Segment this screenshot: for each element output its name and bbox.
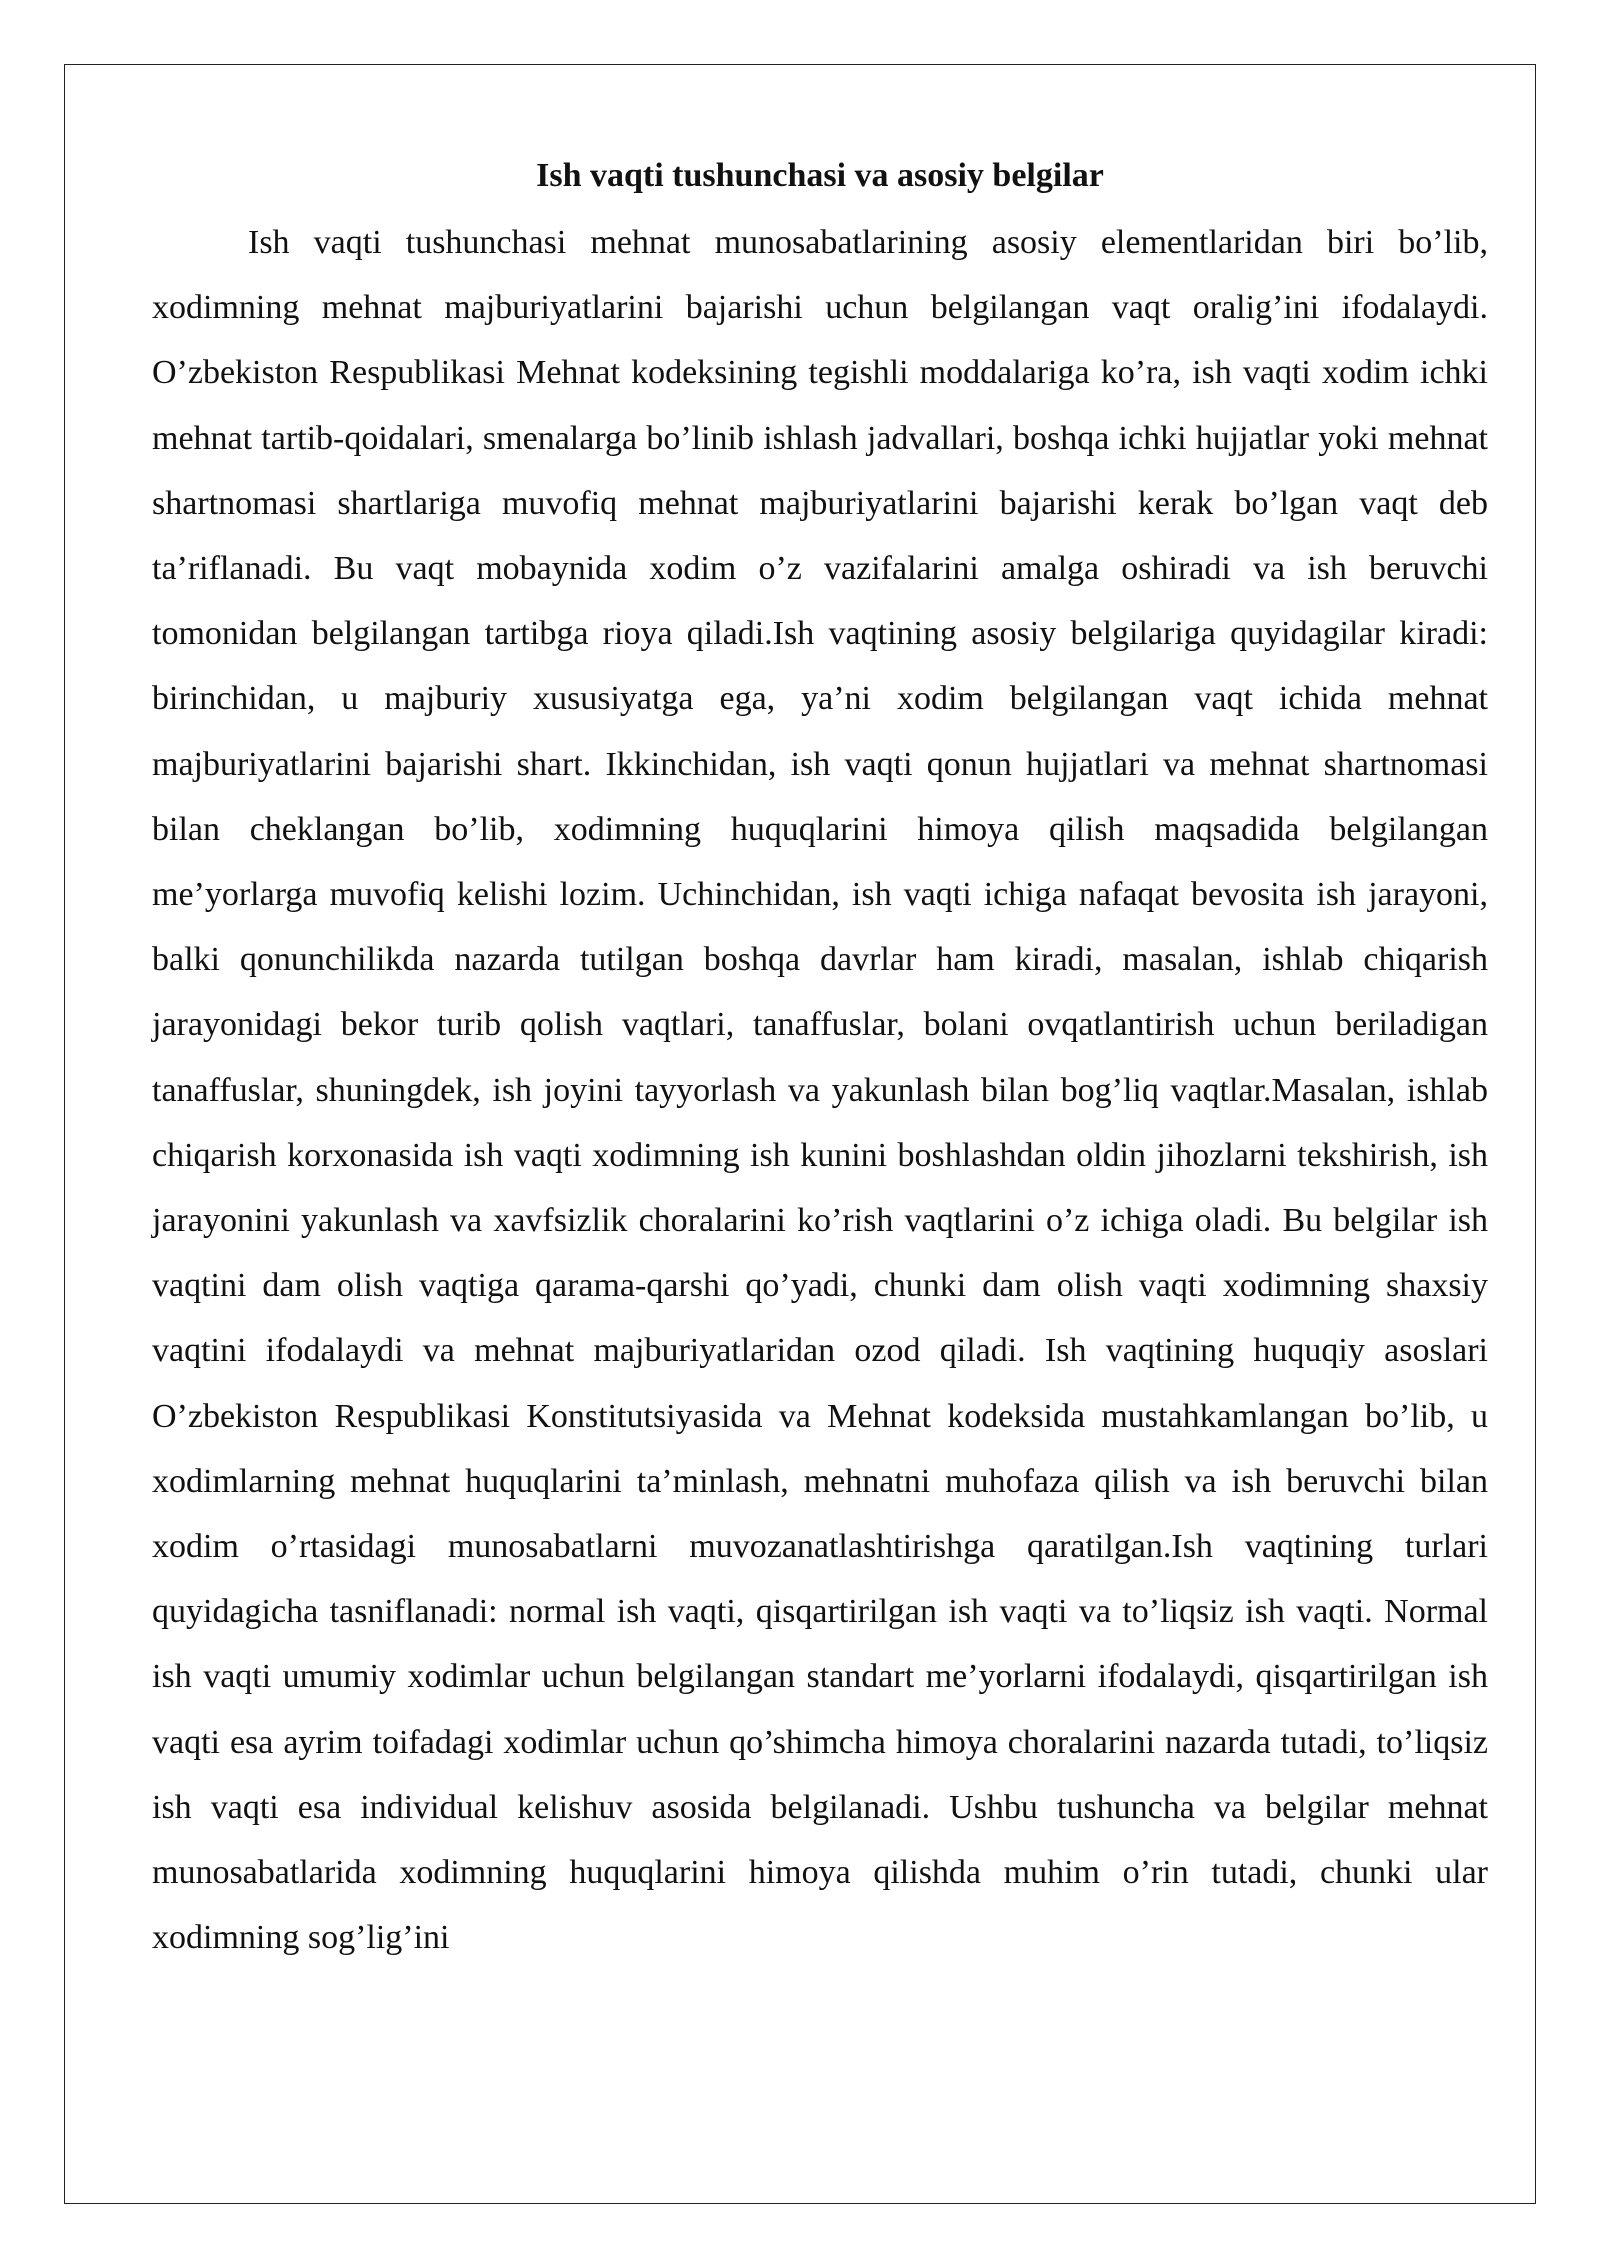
document-body-paragraph: Ish vaqti tushunchasi mehnat munosabatlarining asosiy elementlaridan biri bo’lib, xodimning mehnat majburiyatlarini bajarishi uchun belgilangan vaqt oralig’ini ifodalaydi. O’zbekiston Respublikasi Mehnat kodeksining tegishli moddalariga ko’ra, ish vaqti xodim ichki mehnat tartib-qoidalari, smenalarga bo’linib ishlash jadvallari, boshqa ichki hujjatlar yoki mehnat shartnomasi shartlariga muvofiq mehnat majburiyatlarini bajarishi kerak bo’lgan vaqt deb ta’riflanadi. Bu vaqt mobaynida xodim o’z vazifalarini amalga oshiradi va ish beruvchi tomonidan belgilangan tartibga rioya qiladi.Ish vaqtining asosiy belgilariga quyidagilar kiradi: birinchidan, u majburiy xususiyatga ega, ya’ni xodim belgilangan vaqt ichida mehnat majburiyatlarini bajarishi shart. Ikkinchidan, ish vaqti qonun hujjatlari va mehnat shartnomasi bilan cheklangan bo’lib, xodimning huquqlarini himoya qilish maqsadida belgilangan me’yorlarga muvofiq kelishi lozim. Uchinchidan, ish vaqti ichiga nafaqat bevosita ish jarayoni, balki qonunchilikda nazarda tutilgan boshqa davrlar ham kiradi, masalan, ishlab chiqarish jarayonidagi bekor turib qolish vaqtlari, tanaffuslar, bolani ovqatlantirish uchun beriladigan tanaffuslar, shuningdek, ish joyini tayyorlash va yakunlash bilan bog’liq vaqtlar.Masalan, ishlab chiqarish korxonasida ish vaqti xodimning ish kunini boshlashdan oldin jihozlarni tekshirish, ish jarayonini yakunlash va xavfsizlik choralarini ko’rish vaqtlarini o’z ichiga oladi. Bu belgilar ish vaqtini dam olish vaqtiga qarama-qarshi qo’yadi, chunki dam olish vaqti xodimning shaxsiy vaqtini ifodalaydi va mehnat majburiyatlaridan ozod qiladi. Ish vaqtining huquqiy asoslari O’zbekiston Respublikasi Konstitutsiyasida va Mehnat kodeksida mustahkamlangan bo’lib, u xodimlarning mehnat huquqlarini ta’minlash, mehnatni muhofaza qilish va ish beruvchi bilan xodim o’rtasidagi munosabatlarni muvozanatlashtirishga qaratilgan.Ish vaqtining turlari quyidagicha tasniflanadi: normal ish vaqti, qisqartirilgan ish vaqti va to’liqsiz ish vaqti. Normal ish vaqti umumiy xodimlar uchun belgilangan standart me’yorlarni ifodalaydi, qisqartirilgan ish vaqti esa ayrim toifadagi xodimlar uchun qo’shimcha himoya choralarini nazarda tutadi, to’liqsiz ish vaqti esa individual kelishuv asosida belgilanadi. Ushbu tushuncha va belgilar mehnat munosabatlarida xodimning huquqlarini himoya qilishda muhim o’rin tutadi, chunki ular xodimning sog’lig’ini [152,224,1488,1957]
document-title: Ish vaqti tushunchasi va asosiy belgilar [536,157,1104,194]
